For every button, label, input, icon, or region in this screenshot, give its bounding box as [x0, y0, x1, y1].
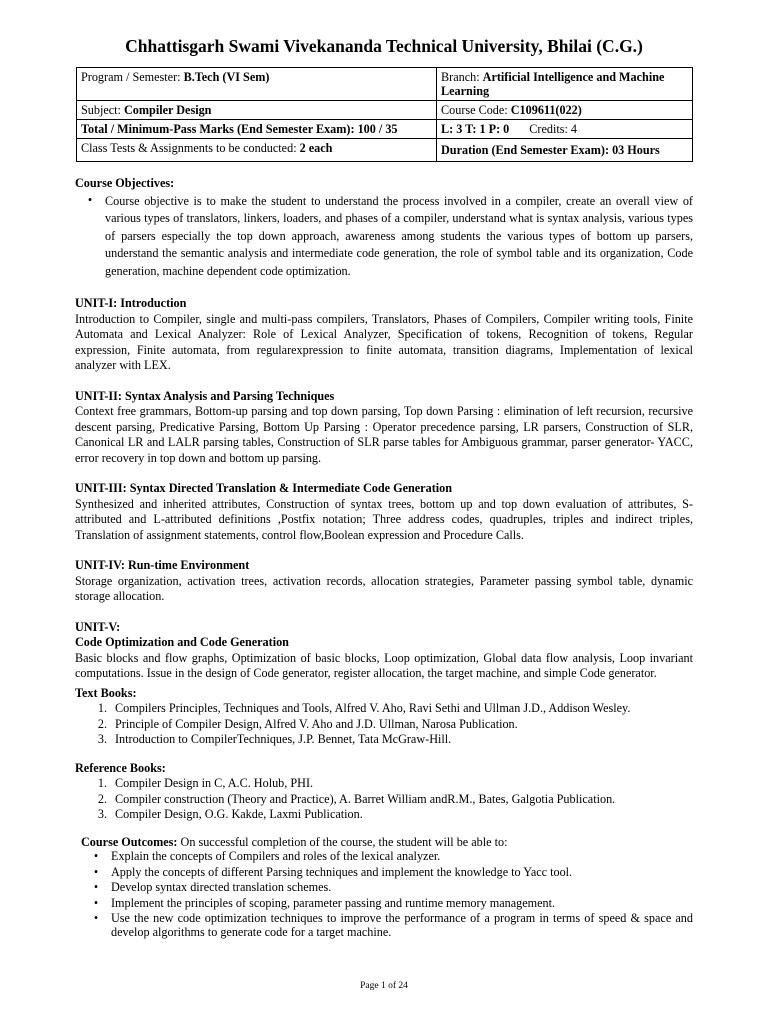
text-book-item	[75, 701, 693, 717]
unit-5-section	[75, 620, 693, 681]
text-book-text: Principle of Compiler Design, Alfred V. Aho and J.D. Ullman, Narosa Publication.	[115, 716, 518, 731]
subject-value: Compiler Design	[124, 103, 212, 117]
university-title: Chhattisgarh Swami Vivekananda Technical University, Bhilai (C.G.)	[125, 36, 643, 56]
bullet-icon: •	[93, 864, 99, 879]
text-book-number: 1.	[97, 701, 107, 715]
branch-cell	[437, 68, 693, 101]
course-code-value: C109611(022)	[510, 103, 582, 117]
unit-1-section	[75, 296, 693, 374]
outcome-item	[81, 849, 693, 865]
unit-5-subheading: Code Optimization and Code Generation	[75, 635, 289, 649]
bullet-icon: •	[87, 192, 93, 207]
class-tests-label: Class Tests & Assignments to be conducted:	[81, 141, 300, 155]
reference-book-number: 3.	[97, 807, 107, 821]
outcome-item	[81, 865, 693, 881]
unit-2-heading: UNIT-II: Syntax Analysis and Parsing Techniques	[75, 388, 335, 403]
outcome-text: Explain the concepts of Compilers and roles of the lexical analyzer.	[111, 849, 441, 863]
text-book-text: Compilers Principles, Techniques and Tools, Alfred V. Aho, Ravi Sethi and Ullman J.D., Addison Wesley.	[115, 701, 631, 715]
program-cell	[77, 68, 437, 101]
unit-1-heading: UNIT-I: Introduction	[75, 296, 187, 310]
text-book-text: Introduction to CompilerTechniques, J.P. Bennet, Tata McGraw-Hill.	[115, 732, 452, 746]
class-tests-value: 2 each	[299, 141, 333, 155]
objectives-text: Course objective is to make the student to understand the process involved in a compiler, create an overall view of various types of translators, linkers, loaders, and phases of a compiler, understand what is syntax analysis, various types of parsers especially the top down approach, awareness among students the various types of bottom up parsers, understand the semantic analysis and intermediate code generation, the role of symbol table and its organization, Code generation, machine dependent code optimization.	[105, 193, 693, 278]
outcome-text: Implement the principles of scoping, parameter passing and runtime memory management.	[111, 895, 556, 910]
reference-book-item	[75, 792, 693, 808]
outcome-text: Apply the concepts of different Parsing techniques and implement the knowledge to Yacc tool.	[111, 864, 573, 879]
course-outcomes-section	[75, 835, 693, 940]
outcome-text: Develop syntax directed translation schemes.	[111, 880, 332, 894]
reference-book-item	[75, 776, 693, 792]
reference-book-text: Compiler construction (Theory and Practice), A. Barret William andR.M., Bates, Galgotia Publication.	[115, 791, 616, 806]
reference-book-text: Compiler Design, O.G. Kakde, Laxmi Publication.	[115, 807, 363, 821]
outcome-item	[81, 880, 693, 896]
unit-5-text: Basic blocks and flow graphs, Optimization of basic blocks, Loop optimization, Global data flow analysis, Loop invariant computations. Issue in the design of Code generator, register allocation, the target machine, and simple Code generator.	[75, 650, 693, 680]
objectives-item	[75, 193, 693, 281]
outcomes-intro	[81, 835, 693, 850]
outcome-text: Use the new code optimization techniques to improve the performance of a program in terms of speed & space and develop algorithms to generate code for a target machine.	[111, 911, 693, 940]
bullet-icon: •	[93, 880, 99, 894]
unit-3-heading: UNIT-III: Syntax Directed Translation & Intermediate Code Generation	[75, 481, 453, 495]
reference-book-number: 2.	[97, 791, 107, 806]
class-tests-cell	[77, 139, 437, 162]
outcome-item	[81, 911, 693, 939]
ltp-credits-cell	[437, 120, 693, 139]
marks-cell: Total / Minimum-Pass Marks (End Semester Exam): 100 / 35	[77, 120, 437, 139]
course-code-label: Course Code:	[441, 103, 511, 117]
text-book-number: 2.	[97, 716, 107, 731]
subject-label: Subject:	[81, 103, 124, 117]
text-book-item	[75, 717, 693, 733]
credits-value: Credits: 4	[529, 122, 578, 136]
reference-books-heading: Reference Books:	[75, 760, 166, 775]
reference-book-item	[75, 807, 693, 823]
unit-3-text: Synthesized and inherited attributes, Construction of syntax trees, bottom up and top down evaluation of attributes, S- attributed and L-attributed definitions ,Postfix notation; Three address codes, quadruples, triples and indirect triples, Translation of assignment statements, control flow,Boolean expression and Procedure Calls.	[75, 496, 693, 542]
unit-3-section	[75, 481, 693, 543]
program-value: B.Tech (VI Sem)	[183, 70, 270, 84]
program-label: Program / Semester:	[81, 70, 184, 84]
unit-4-section	[75, 558, 693, 605]
course-info-table	[76, 67, 693, 162]
unit-4-heading: UNIT-IV: Run-time Environment	[75, 558, 250, 572]
bullet-icon: •	[93, 895, 99, 910]
text-books-heading: Text Books:	[75, 685, 137, 700]
page-number: Page 1 of 24	[360, 981, 408, 991]
bullet-icon: •	[93, 849, 99, 863]
text-books-section	[75, 686, 693, 748]
syllabus-content	[75, 176, 693, 939]
text-book-item	[75, 732, 693, 748]
reference-book-text: Compiler Design in C, A.C. Holub, PHI.	[115, 776, 314, 790]
ltp-value: L: 3 T: 1 P: 0	[441, 122, 510, 136]
unit-1-text: Introduction to Compiler, single and multi-pass compilers, Translators, Phases of Compilers, Compiler writing tools, Finite Automata and Lexical Analyzer: Role of Lexical Analyzer, Specification of tokens, Recognition of tokens, Regular expression, Finite automata, from regularexpression to finite automata, transition diagrams, Implementation of lexical analyzer with LEX.	[75, 311, 693, 372]
duration-cell: Duration (End Semester Exam): 03 Hours	[437, 139, 693, 162]
course-code-cell	[437, 101, 693, 120]
unit-4-text: Storage organization, activation trees, activation records, allocation strategies, Parameter passing symbol table, dynamic storage allocation.	[75, 573, 693, 603]
branch-label: Branch:	[441, 70, 483, 84]
unit-2-text: Context free grammars, Bottom-up parsing and top down parsing, Top down Parsing : elimination of left recursion, recursive descent parsing, Predicative Parsing, Bottom Up Parsing : Operator precedence parsing, LR parsers, Construction of SLR, Canonical LR and LALR parsing tables, Construction of SLR parse tables for Ambiguous grammar, parser generator- YACC, error recovery in top down and bottom up parsing.	[75, 404, 693, 465]
unit-5-heading: UNIT-V:	[75, 619, 121, 634]
outcomes-heading: Course Outcomes:	[81, 834, 178, 849]
subject-cell	[77, 101, 437, 120]
reference-books-section	[75, 761, 693, 823]
reference-book-number: 1.	[97, 776, 107, 790]
outcomes-intro-text: On successful completion of the course, the student will be able to:	[177, 834, 508, 849]
branch-value: Artificial Intelligence and Machine Learning	[441, 70, 665, 98]
unit-2-section	[75, 389, 693, 467]
outcome-item	[81, 896, 693, 912]
bullet-icon: •	[93, 911, 99, 925]
objectives-heading: Course Objectives:	[75, 176, 175, 190]
text-book-number: 3.	[97, 732, 107, 746]
